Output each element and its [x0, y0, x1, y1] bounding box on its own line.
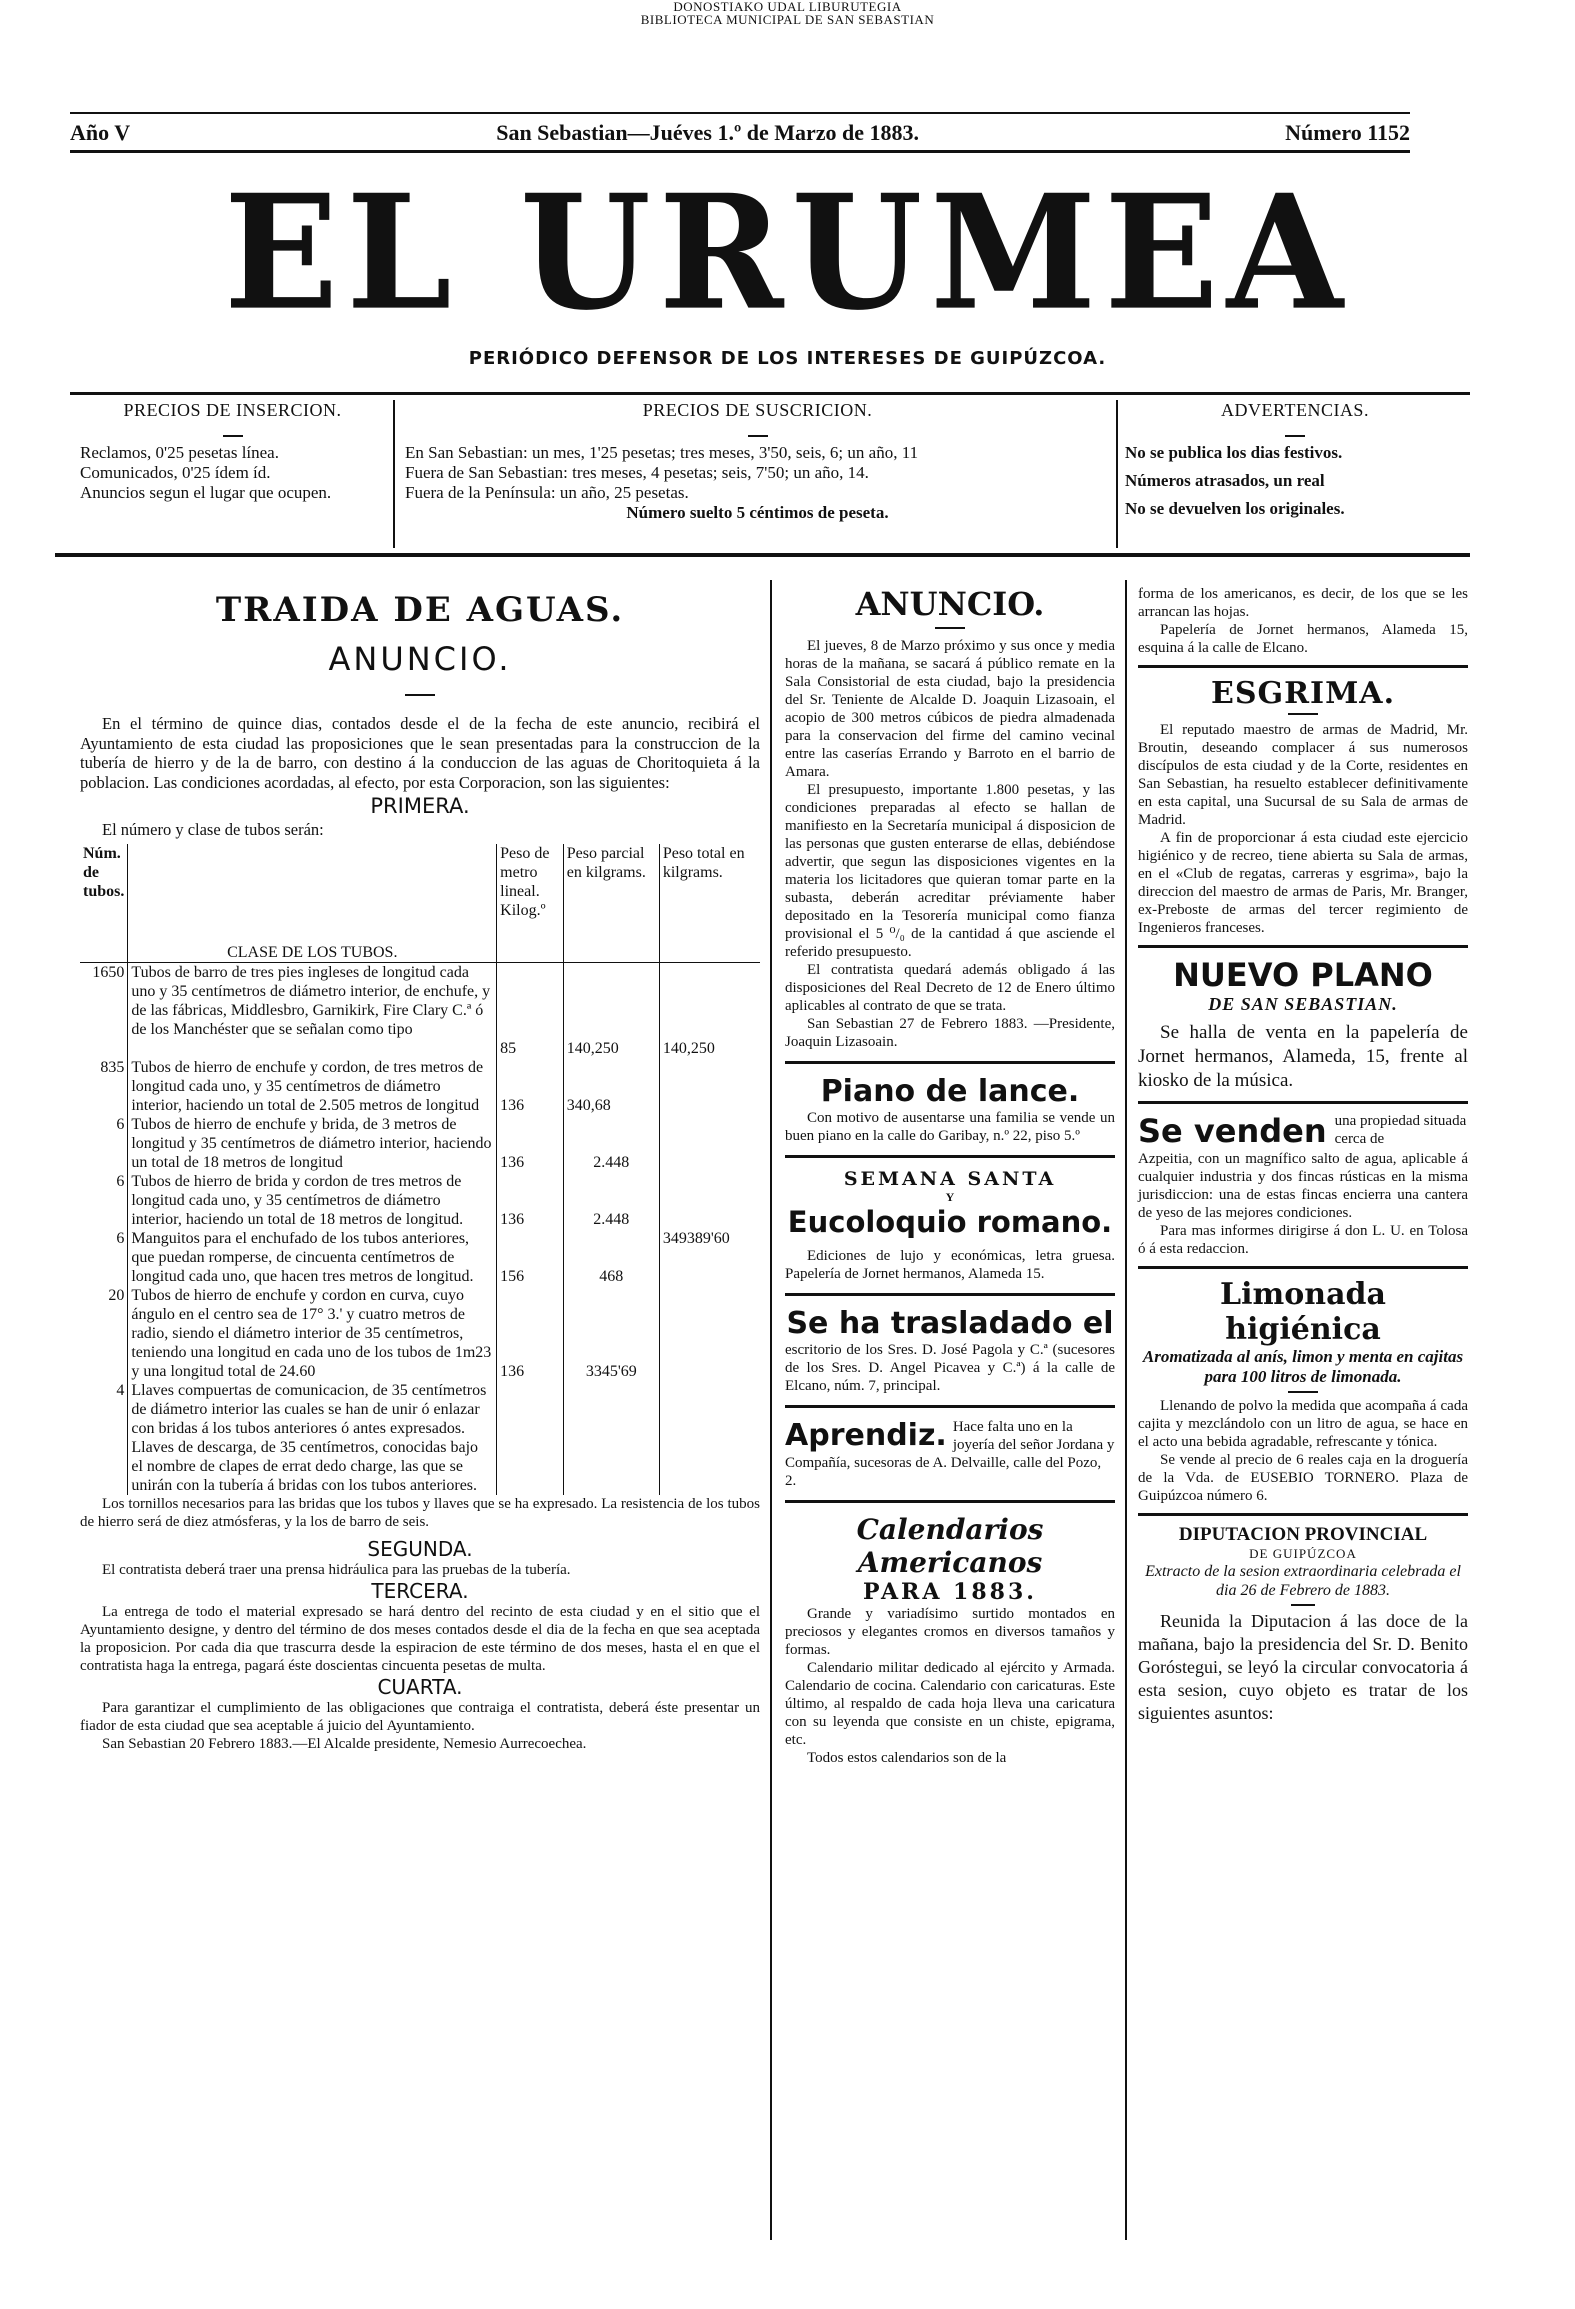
- masthead-title: EL URUMEA: [223, 160, 1352, 346]
- anuncio-p2: El presupuesto, importante 1.800 pesetas, y las condiciones preparadas al efecto se hallan de manifiesto en la Secretaría municipal á disposicion de las personas que gusten enterarse de ellas, debiéndose advertir, que segun las disposiciones vigentes en la materia los licitadores que quieran tomar parte en la subasta, deberán acreditar préviamente haber depositado en la Tesorería municipal como fianza provisional el 5 ⁰/₀ de la cantidad á que asciende el referido presupuesto.: [785, 782, 1115, 960]
- esgrima-title: ESGRIMA.: [1210, 676, 1396, 711]
- row-desc: Tubos de hierro de brida y cordon de tres metros de longitud cada uno, y 35 centímetros de diámetro interior, haciendo un total de 18 metros de longitud.: [128, 1172, 497, 1229]
- advertencias-line-3: No se devuelven los originales.: [1125, 499, 1345, 518]
- row-total: [659, 962, 760, 1039]
- table-row: [80, 962, 760, 1039]
- limonada-p1: Llenando de polvo la medida que acompaña á cada cajita y mezclándolo con un litro de agua, se hace en el acto una bebida agradable, refrescante y tónica.: [1138, 1398, 1468, 1450]
- archive-line-2: BIBLIOTECA MUNICIPAL DE SAN SEBASTIAN: [640, 12, 935, 27]
- anuncio-title: ANUNCIO.: [855, 585, 1045, 623]
- row-parcial: 340,68: [563, 1058, 659, 1115]
- row-total: [659, 1381, 760, 1495]
- limonada-subtitle: Aromatizada al anís, limon y menta en cajitas para 100 litros de limonada.: [1142, 1347, 1464, 1386]
- suscricion-line-2: Fuera de San Sebastian: tres meses, 4 pesetas; seis, 7'50; un año, 14.: [405, 463, 869, 482]
- suscricion-box: [405, 400, 1110, 523]
- tercera-heading: TERCERA.: [371, 1578, 469, 1603]
- rule-piano: [785, 1061, 1115, 1064]
- suscricion-footer: Número suelto 5 céntimos de peseta.: [626, 503, 889, 522]
- suscricion-line-3: Fuera de la Península: un año, 25 pesetas.: [405, 483, 689, 502]
- segunda-text: El contratista deberá traer una prensa hidráulica para las pruebas de la tubería.: [102, 1561, 571, 1578]
- esgrima-p2: A fin de proporcionar á esta ciudad este ejercicio higiénico y de recreo, tiene abierta su Sala de armas, en el «Club de regatas, carreras y esgrima», bajo la direccion del maestro de armas de Paris, Mr. Branger, ex-Preboste de armas del tercer regimiento de Ingenieros franceses.: [1138, 830, 1468, 936]
- calendarios-title: Calendarios Americanos: [856, 1513, 1044, 1579]
- insercion-line-3: Anuncios segun el lugar que ocupen.: [80, 483, 332, 502]
- dateline-rule: [70, 150, 1410, 153]
- row-parcial: 2.448: [563, 1172, 659, 1229]
- th-peso-parcial: Peso parcial en kilgrams.: [563, 844, 659, 963]
- info-divider-2: [1116, 400, 1118, 548]
- venden-text2: Para mas informes dirigirse á don L. U. en Tolosa ó á esta redaccion.: [1138, 1223, 1468, 1257]
- dateline: San Sebastian—Juéves 1.º de Marzo de 1883.: [496, 120, 920, 145]
- diputacion-dash: [1291, 1604, 1315, 1606]
- diputacion-de: DE GUIPÚZCOA: [1249, 1546, 1357, 1561]
- advertencias-line-1: No se publica los dias festivos.: [1125, 443, 1343, 462]
- row-metro: 136: [497, 1058, 564, 1115]
- dateline-bar: [70, 120, 1410, 146]
- traida-subtitle: ANUNCIO.: [328, 640, 512, 678]
- insercion-dash: [223, 435, 243, 437]
- limonada-dash: [1288, 1391, 1318, 1393]
- year-label: Año V: [70, 120, 131, 145]
- insercion-box: [80, 400, 385, 503]
- row-parcial: 468: [563, 1229, 659, 1286]
- table-row: [80, 1172, 760, 1229]
- archive-line-1: DONOSTIAKO UDAL LIBURUTEGIA: [673, 0, 902, 14]
- esgrima-p1: El reputado maestro de armas de Madrid, Mr. Broutin, deseando complacer á sus numerosos discípulos de esta ciudad y de la Corte, residentes en San Sebastian, ha resuelto establecer definitivamente en esta capital, una Sucursal de su Sala de armas de Madrid.: [1138, 722, 1468, 828]
- th-peso-metro: Peso de metro lineal. Kilog.º: [497, 844, 564, 963]
- row-parcial: 3345'69: [563, 1286, 659, 1381]
- trasladado-title: Se ha trasladado el: [786, 1306, 1114, 1341]
- table-row: [80, 1039, 760, 1058]
- tubos-table: [80, 844, 760, 1495]
- segunda-heading: SEGUNDA.: [367, 1536, 473, 1561]
- suscricion-line-1: En San Sebastian: un mes, 1'25 pesetas; tres meses, 3'50, seis, 6; un año, 11: [405, 443, 919, 462]
- rule-trasladado: [785, 1293, 1115, 1296]
- advertencias-box: [1125, 400, 1465, 519]
- info-divider-1: [393, 400, 395, 548]
- row-metro: 136: [497, 1286, 564, 1381]
- aprendiz-ad: [785, 1418, 1115, 1490]
- plano-text: Se halla de venta en la papelería de Jornet hermanos, Alameda, 15, frente al kiosko de la música.: [1138, 1022, 1468, 1091]
- table-row: [80, 1115, 760, 1172]
- calendarios-p3: Todos estos calendarios son de la: [807, 1750, 1007, 1766]
- row-desc: Manguitos para el enchufado de los tubos anteriores, que puedan romperse, de cincuenta centímetros de longitud cada uno, que hacen tres metros de longitud.: [128, 1229, 497, 1286]
- rule-semana: [785, 1155, 1115, 1158]
- th-peso-total: Peso total en kilgrams.: [659, 844, 760, 963]
- table-row: [80, 1286, 760, 1381]
- row-parcial: [563, 1381, 659, 1495]
- venden-text: Azpeitia, con un magnífico salto de agua, aplicable á cualquier industria y dos fincas rústicas en la misma jurisdiccion: una de estas fincas encierra una cantera de yeso de las mejores condiciones.: [1138, 1151, 1468, 1221]
- masthead-subtitle: PERIÓDICO DEFENSOR DE LOS INTERESES DE GUIPÚZCOA.: [468, 348, 1107, 369]
- anuncio-p1: El jueves, 8 de Marzo próximo y sus once y media horas de la mañana, se sacará á público remate en la Sala Consistorial de esta ciudad, bajo la presidencia del Sr. Teniente de Alcalde D. Joaquin Lizasoain, el acopio de 300 metros cúbicos de piedra almadenada para la conservacion del firme del camino vecinal entre las caserías Errando y Barroto en el barrio de Amara.: [785, 638, 1115, 780]
- row-num: 6: [116, 1172, 125, 1190]
- row-desc: Tubos de hierro de enchufe y brida, de 3 metros de longitud y 35 centímetros de diámetro interior, haciendo un total de 18 metros de longitud: [128, 1115, 497, 1172]
- table-row: [80, 1058, 760, 1115]
- limonada-p2: Se vende al precio de 6 reales caja en la droguería de la Vda. de EUSEBIO TORNERO. Plaza de Guipúzcoa número 6.: [1138, 1452, 1468, 1504]
- row-num: 4: [116, 1381, 125, 1399]
- diputacion-text: Reunida la Diputacion á las doce de la mañana, bajo la presidencia del Sr. D. Benito Goróstegui, se leyó la circular convocatoria á esta sesion, cuyo objeto es tratar de los siguientes asuntos:: [1138, 1611, 1468, 1723]
- cuarta-text: Para garantizar el cumplimiento de las obligaciones que contraiga el contratista, deberá éste presentar un fiador de esta ciudad que sea aceptable á juicio del Ayuntamiento.: [80, 1699, 760, 1734]
- aprendiz-text: Hace falta uno en la joyería del señor Jordana y Compañía, sucesoras de A. Delvaille, calle del Pozo, 2.: [785, 1419, 1115, 1489]
- row-desc: [128, 1039, 497, 1058]
- row-metro: 85: [497, 1039, 564, 1058]
- rule-aprendiz: [785, 1405, 1115, 1408]
- venden-title: Se venden: [1138, 1112, 1327, 1150]
- after-table-text: Los tornillos necesarios para las bridas que los tubos y llaves que se ha expresado. La resistencia de los tubos de hierro será de diez atmósferas, y la los de barro de seis.: [80, 1495, 760, 1530]
- col4-top-text2: Papelería de Jornet hermanos, Alameda 15, esquina á la calle de Elcano.: [1138, 622, 1468, 656]
- anuncio-sign: San Sebastian 27 de Febrero 1883. —Presidente, Joaquin Lizasoain.: [785, 1016, 1115, 1050]
- insercion-heading: PRECIOS DE INSERCION.: [123, 400, 342, 420]
- row-parcial: 140,250: [563, 1039, 659, 1058]
- row-num: 20: [108, 1286, 125, 1304]
- row-total: [659, 1172, 760, 1229]
- table-header-row: [80, 844, 760, 963]
- top-rule: [70, 112, 1410, 114]
- calendarios-p1: Grande y variadísimo surtido montados en preciosos y elegantes cromos en diversos tamaños y formas.: [785, 1606, 1115, 1658]
- rule-diputacion: [1138, 1513, 1468, 1516]
- traida-signature: San Sebastian 20 Febrero 1883.—El Alcalde presidente, Nemesio Aurrecoechea.: [102, 1735, 587, 1752]
- column-rule-1: [770, 580, 772, 2240]
- traida-intro: En el término de quince dias, contados desde el de la fecha de este anuncio, recibirá el Ayuntamiento de esta ciudad las proposiciones que le sean presentadas para la construccion de la tubería de hierro y de la de barro, con destino á la conduccion de las aguas de Choritoquieta á la poblacion. Las condiciones acordadas, al efecto, por esta Corporacion, son las siguientes:: [80, 714, 760, 792]
- suscricion-dash: [748, 435, 768, 437]
- row-num: [80, 1039, 128, 1058]
- semana-y: Y: [945, 1190, 955, 1204]
- row-total: [659, 1115, 760, 1172]
- diputacion-subtitle: Extracto de la sesion extraordinaria celebrada el dia 26 de Febrero de 1883.: [1145, 1563, 1461, 1599]
- insercion-line-1: Reclamos, 0'25 pesetas línea.: [80, 443, 279, 462]
- table-row: [80, 1229, 760, 1286]
- row-desc: Tubos de hierro de enchufe y cordon, de tres metros de longitud cada uno, y 35 centímetros de diámetro interior, haciendo un total de 2.505 metros de longitud: [128, 1058, 497, 1115]
- row-num: 1650: [92, 963, 125, 981]
- traida-title: TRAIDA DE AGUAS.: [215, 590, 625, 630]
- rule-esgrima: [1138, 665, 1468, 668]
- row-parcial: 2.448: [563, 1115, 659, 1172]
- advertencias-heading: ADVERTENCIAS.: [1221, 400, 1369, 420]
- row-total: [659, 1286, 760, 1381]
- tercera-text: La entrega de todo el material expresado se hará dentro del recinto de esta ciudad y en el sitio que el Ayuntamiento designe, y dentro del término de dos meses contados desde el dia de la fecha en que sea aceptada la proposicion. Por cada dia que trascurra desde la espiracion de este término de dos meses, hasta el en que el contratista haga la entrega, pagará éste doscientas cincuenta pesetas de multa.: [80, 1603, 760, 1674]
- column-rule-2: [1125, 580, 1127, 2240]
- calendarios-p2: Calendario militar dedicado al ejército y Armada. Calendario de cocina. Calendario con caricaturas. Este último, al respaldo de cada hoja lleva una caricatura con su leyenda que consiste en un chiste, epigrama, etc.: [785, 1660, 1115, 1748]
- th-num: Núm. de tubos.: [83, 844, 125, 900]
- piano-text: Con motivo de ausentarse una familia se vende un buen piano en la calle do Garibay, n.º 22, piso 5.º: [785, 1110, 1115, 1144]
- row-total: 349389'60: [659, 1229, 760, 1286]
- advertencias-line-2: Números atrasados, un real: [1125, 471, 1325, 490]
- rule-limonada: [1138, 1266, 1468, 1269]
- row-metro: [497, 1381, 564, 1495]
- archive-stamp: [0, 0, 1575, 26]
- col4-top-text: forma de los americanos, es decir, de los que se les arrancan las hojas.: [1138, 586, 1468, 620]
- column-3: [785, 585, 1115, 1767]
- venden-ad: [1138, 1112, 1468, 1150]
- rule-plano: [1138, 945, 1468, 948]
- traida-article: [80, 590, 760, 1753]
- info-bottom-rule: [55, 553, 1470, 557]
- th-clase: CLASE DE LOS TUBOS.: [128, 844, 497, 963]
- cuarta-heading: CUARTA.: [377, 1674, 463, 1699]
- limonada-title: Limonada higiénica: [1220, 1277, 1386, 1347]
- rule-venden: [1138, 1101, 1468, 1104]
- plano-subtitle: DE SAN SEBASTIAN.: [1208, 994, 1398, 1014]
- calendarios-para: PARA 1883.: [863, 1579, 1037, 1605]
- row-parcial: [563, 962, 659, 1039]
- insercion-line-2: Comunicados, 0'25 ídem íd.: [80, 463, 271, 482]
- esgrima-dash: [1288, 713, 1318, 715]
- row-metro: [497, 962, 564, 1039]
- traida-dash: [405, 694, 435, 696]
- primera-heading: PRIMERA.: [370, 794, 470, 818]
- primera-text: El número y clase de tubos serán:: [102, 820, 324, 839]
- row-num: 6: [116, 1115, 125, 1133]
- diputacion-title: DIPUTACION PROVINCIAL: [1178, 1524, 1428, 1545]
- semana-text: Ediciones de lujo y económicas, letra gruesa. Papelería de Jornet hermanos, Alameda 15.: [785, 1248, 1115, 1282]
- advertencias-dash: [1285, 435, 1305, 437]
- row-num: 835: [100, 1058, 125, 1076]
- trasladado-text: escritorio de los Sres. D. José Pagola y C.ª (sucesores de los Sres. D. Angel Picavea y C.ª) á la calle de Elcano, núm. 7, principal.: [785, 1342, 1115, 1394]
- row-metro: 156: [497, 1229, 564, 1286]
- row-metro: 136: [497, 1172, 564, 1229]
- row-num: 6: [116, 1229, 125, 1247]
- anuncio-dash: [935, 627, 965, 629]
- row-desc: Tubos de hierro de enchufe y cordon en curva, cuyo ángulo en el centro sea de 17° 3.' y cuatro metros de radio, siendo el diámetro interior de 35 centímetros, teniendo una longitud en cada uno de los tubos de 1m23 y una longitud total de 24.60: [128, 1286, 497, 1381]
- semana-title: SEMANA SANTA: [843, 1168, 1057, 1190]
- rule-calendarios: [785, 1500, 1115, 1503]
- piano-title: Piano de lance.: [820, 1074, 1080, 1109]
- aprendiz-title: Aprendiz.: [785, 1418, 947, 1453]
- suscricion-heading: PRECIOS DE SUSCRICION.: [642, 400, 873, 420]
- row-total: 140,250: [659, 1039, 760, 1058]
- plano-title: NUEVO PLANO: [1173, 956, 1433, 994]
- row-total: [659, 1058, 760, 1115]
- row-desc: Llaves compuertas de comunicacion, de 35 centímetros de diámetro interior las cuales se han de unir ó enlazar con bridas á los tubos anteriores ó antes expresados. Llaves de descarga, de 35 centímetros, conocidas bajo el nombre de clapes de errat dedo charge, las que se unirán con la tubería á bridas con los tubos anteriores.: [128, 1381, 497, 1495]
- anuncio-p3: El contratista quedará además obligado á las disposiciones del Real Decreto de 12 de Enero último aplicables al contrato de que se trata.: [785, 962, 1115, 1014]
- row-metro: 136: [497, 1115, 564, 1172]
- table-row: [80, 1381, 760, 1495]
- semana-subtitle: Eucoloquio romano.: [787, 1205, 1113, 1239]
- column-4: [1138, 585, 1468, 1725]
- info-top-rule: [70, 392, 1470, 395]
- venden-lead: una propiedad situada cerca de: [1334, 1113, 1467, 1147]
- issue-number: Número 1152: [1285, 120, 1410, 145]
- row-desc: Tubos de barro de tres pies ingleses de longitud cada uno y 35 centímetros de diámetro interior, de enchufe, y de las fábricas, Middlesbro, Garnikirk, Fire Clary C.ª ó de los Manchéster que se señalan como tipo: [128, 962, 497, 1039]
